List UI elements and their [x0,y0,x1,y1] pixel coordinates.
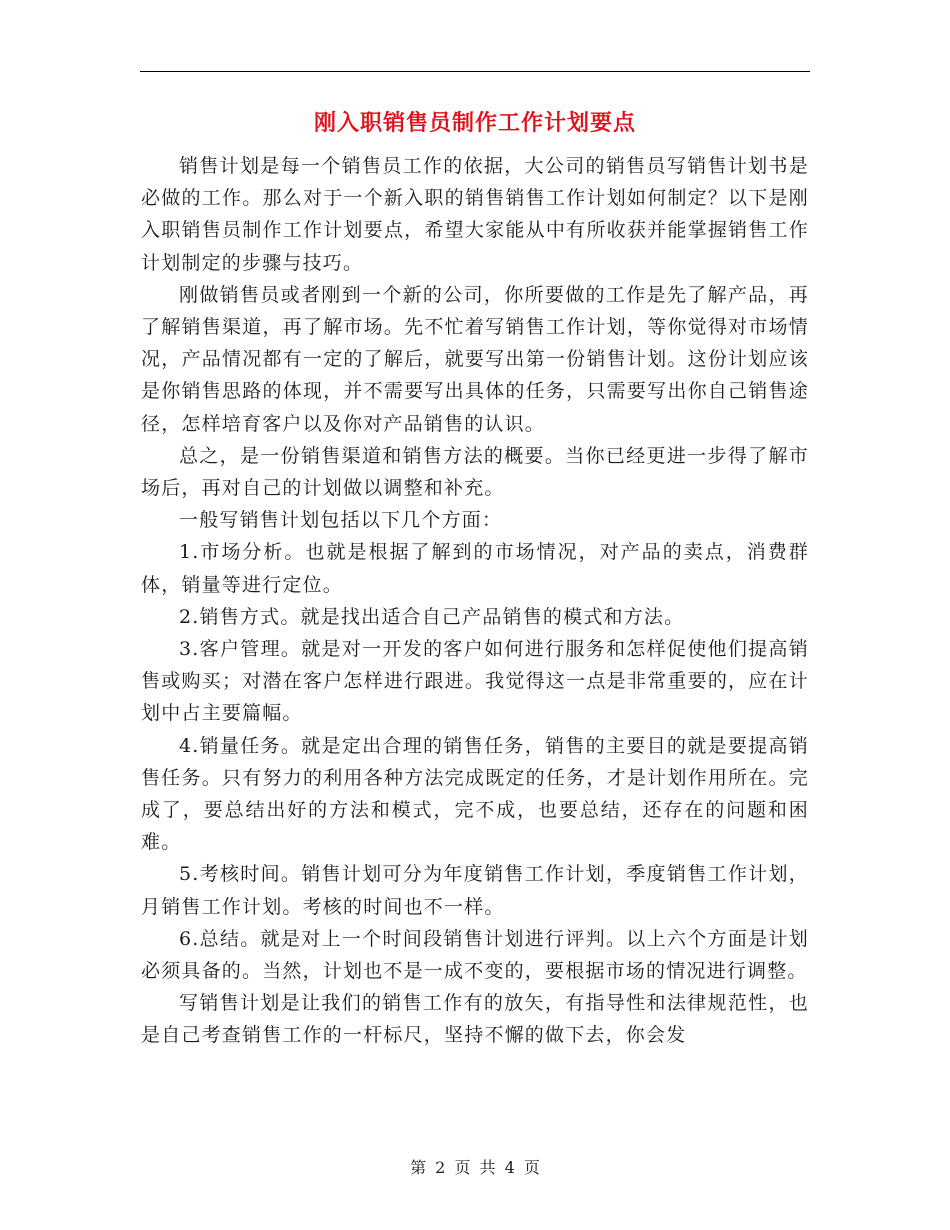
header-rule [140,71,810,72]
paragraph-summary: 总之，是一份销售渠道和销售方法的概要。当你已经更进一步得了解市场后，再对自己的计划做以调整和补充。 [141,444,809,500]
document-title: 刚入职销售员制作工作计划要点 [313,110,636,136]
paragraph-closing: 写销售计划是让我们的销售工作有的放矢，有指导性和法律规范性，也是自己考查销售工作的一杆标尺，坚持不懈的做下去，你会发 [141,992,809,1047]
list-item-assessment-time: 5.考核时间。销售计划可分为年度销售工作计划，季度销售工作计划，月销售工作计划。考核的时间也不一样。 [141,863,809,918]
list-item-sales-method: 2.销售方式。就是找出适合自己产品销售的模式和方法。 [179,605,685,628]
page-number: 第 2 页 共 4 页 [410,1158,540,1177]
paragraph-intro: 销售计划是每一个销售员工作的依据，大公司的销售员写销售计划书是必做的工作。那么对于一个新入职的销售销售工作计划如何制定？以下是刚入职销售员制作工作计划要点，希望大家能从中有所收获并能掌握销售工作计划制定的步骤与技巧。 [141,155,809,274]
list-item-review: 6.总结。就是对上一个时间段销售计划进行评判。以上六个方面是计划必须具备的。当然，计划也不是一成不变的，要根据市场的情况进行调整。 [141,927,809,983]
list-item-market-analysis: 1.市场分析。也就是根据了解到的市场情况，对产品的卖点，消费群体，销量等进行定位。 [141,541,809,596]
paragraph-new-salesperson: 刚做销售员或者刚到一个新的公司，你所要做的工作是先了解产品，再了解销售渠道，再了解市场。先不忙着写销售工作计划，等你觉得对市场情况，产品情况都有一定的了解后，就要写出第一份销售计划。这份计划应该是你销售思路的体现，并不需要写出具体的任务，只需要写出你自己销售途径，怎样培育客户以及你对产品销售的认识。 [141,283,809,435]
list-item-sales-target: 4.销量任务。就是定出合理的销售任务，销售的主要目的就是要提高销售任务。只有努力的利用各种方法完成既定的任务，才是计划作用所在。完成了，要总结出好的方法和模式，完不成，也要总结，还存在的问题和困难。 [141,734,809,854]
document-body [141,150,809,1052]
list-item-customer-management: 3.客户管理。就是对一开发的客户如何进行服务和怎样促使他们提高销售或购买；对潜在客户怎样进行跟进。我觉得这一点是非常重要的，应在计划中占主要篇幅。 [141,638,809,725]
paragraph-list-intro: 一般写销售计划包括以下几个方面： [179,509,503,532]
